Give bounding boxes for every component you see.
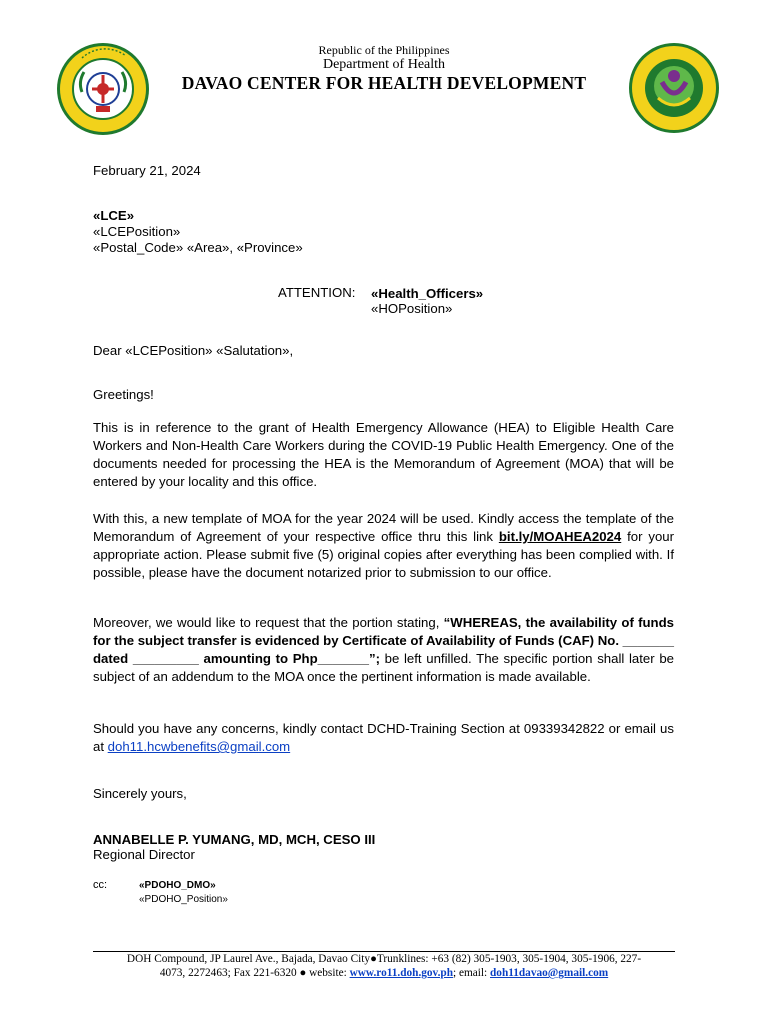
signatory-name: ANNABELLE P. YUMANG, MD, MCH, CESO III — [93, 832, 376, 847]
footer-address-line2 — [93, 967, 675, 979]
recipient-address: «Postal_Code» «Area», «Province» — [93, 240, 303, 255]
cc-label: cc: — [93, 879, 108, 891]
paragraph-whereas-text-a: Moreover, we would like to request that the portion stating, — [93, 615, 444, 630]
paragraph-contact — [93, 720, 674, 756]
cc-name: «PDOHO_DMO» — [139, 880, 216, 891]
paragraph-whereas-text-b: be left unfilled. The specific portion shall later be subject of an addendum to the MOA once the pertinent information is made available. — [93, 651, 674, 684]
footer-address-line1: DOH Compound, JP Laurel Ave., Bajada, Davao City●Trunklines: +63 (82) 305-1903, 305-1904, 305-1906, 227- — [126, 953, 642, 965]
signatory-title: Regional Director — [93, 847, 195, 862]
greeting: Greetings! — [93, 387, 154, 402]
attention-label: ATTENTION: — [278, 285, 356, 300]
paragraph-whereas-request — [93, 614, 674, 686]
contact-email-link[interactable]: doh11.hcwbenefits@gmail.com — [107, 739, 291, 754]
paragraph-moa-template-text-b: for your appropriate action. Please submit five (5) original copies after everything has been complied with. If possible, please have the document notarized prior to submission to our office. — [93, 529, 675, 580]
letter-date: February 21, 2024 — [93, 163, 201, 178]
header-republic: Republic of the Philippines — [318, 43, 450, 57]
paragraph-moa-template-text-a: With this, a new template of MOA for the year 2024 will be used. Kindly access the template of the Memorandum of Agreement of your respective office thru this link — [93, 511, 674, 544]
recipient-position: «LCEPosition» — [93, 224, 181, 239]
moa-template-link[interactable]: bit.ly/MOAHEA2024 — [498, 529, 622, 544]
footer-email-link[interactable]: doh11davao@gmail.com — [490, 967, 609, 979]
footer-divider — [93, 951, 675, 952]
footer-line2-text-b: ; email: — [452, 967, 491, 979]
cc-position: «PDOHO_Position» — [139, 894, 228, 905]
header-department: Department of Health — [322, 57, 446, 72]
footer-website-link[interactable]: www.ro11.doh.gov.ph — [349, 967, 453, 979]
whereas-clause: “WHEREAS, the availability of funds for the subject transfer is evidenced by Certificate of Availability of Funds (CAF) No. _______ dated _________ amounting to Php_______”; — [93, 615, 674, 666]
salutation: Dear «LCEPosition» «Salutation», — [93, 343, 294, 358]
attention-position: «HOPosition» — [371, 301, 453, 316]
recipient-name: «LCE» — [93, 208, 135, 223]
paragraph-contact-text: Should you have any concerns, kindly contact DCHD-Training Section at 09339342822 or email us at — [93, 721, 674, 754]
paragraph-moa-template — [93, 510, 674, 582]
paragraph-hea-reference: This is in reference to the grant of Health Emergency Allowance (HEA) to Eligible Health Care Workers and Non-Health Care Workers during the COVID-19 Public Health Emergency. One of the documents needed for processing the HEA is the Memorandum of Agreement (MOA) that will be entered by your locality and this office. — [93, 420, 674, 489]
footer-line2-text-a: 4073, 2272463; Fax 221-6320 ● website: — [159, 967, 350, 979]
attention-name: «Health_Officers» — [371, 286, 484, 301]
header-office-title: DAVAO CENTER FOR HEALTH DEVELOPMENT — [181, 73, 587, 93]
davao-region-seal-logo — [628, 42, 720, 134]
closing: Sincerely yours, — [93, 786, 187, 801]
